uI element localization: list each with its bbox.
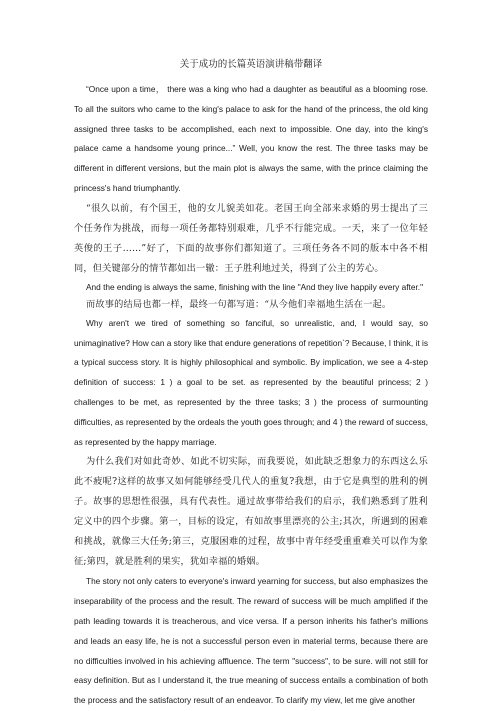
paragraph-en-4: The story not only caters to everyone's inward yearning for success, but also emphasizes the inseparability of the process and the result. The reward of success will be much amplified if the path leading towards it is treacherous, and vice versa. If a person inherits his father's millions and leads an easy life, he is not a successful person even in material terms, because there are no difficulties involved in his achieving affluence. The term "success", to be sure. will not still for easy definition. But as I understand it, the true meaning of success entails a combination of both the process and the satisfactory result of an endeavor. To clarify my view, let me give another [74,576,428,706]
paragraph-zh-3: 为什么我们对如此奇妙、如此不切实际，而我要说，如此缺乏想象力的东西这么乐此不疲呢?这样的故事又如何能够经受几代人的重复?我想，由于它是典型的胜利的例子。故事的思想性很强，具有代表性。通过故事带给我们的启示，我们熟悉到了胜利定义中的四个步骤。第一，目标的设定，有如故事里漂亮的公主;其次，所遇到的困难和挑战，就像三大任务;第三，克服困难的过程，故事中青年经受重重难关可以作为象征;第四，就是胜利的果实，犹如幸福的婚姻。 [74,456,428,568]
paragraph-en-1: “Once upon a time， there was a king who had a daughter as beautiful as a blooming rose. To all the suitors who came to the king's palace to ask for the hand of the princess, the old king assigned three tasks to be accomplished, each next to impossible. One day, into the king's palace came a handsome young prince...” Well, you know the rest. The three tasks may be different in different versions, but the main plot is always the same, with the prince claiming the princess's hand triumphantly. [74,84,428,193]
paragraph-en-2: And the ending is always the same, finishing with the line "And they live happily every after." [86,281,424,292]
document-title: 关于成功的长篇英语演讲稿带翻译 [179,59,323,70]
paragraph-zh-2: 而故事的结局也都一样，最终一句都写道：“从今他们幸福地生活在一起。 [86,299,392,311]
paragraph-zh-1: “很久以前，有个国王，他的女儿貌美如花。老国王向全部来求婚的男士提出了三个任务作为挑战，而每一项任务都特别艰难，几乎不行能完成。一天，来了一位年轻英俊的王子……”好了，下面的故事你们都知道了。三项任务各不同的版本中各不相同，但关键部分的情节都如出一辙：王子胜利地过关，得到了公主的芳心。 [74,202,428,274]
paragraph-en-3: Why aren't we tired of something so fanciful, so unrealistic, and, I would say, so unimaginative? How can a story like that endure generations of repetition`? Because, I think, it is a typical success story. It is highly philosophical and symbolic. By implication, we see a 4-step definition of success: 1 ) a goal to be set. as represented by the beautiful princess; 2 ) challenges to be met, as represented by the three tasks; 3 ) the process of surmounting difficulties, as represented by the ordeals the youth goes through; and 4 ) the reward of success, as represented by the happy marriage. [74,317,428,447]
